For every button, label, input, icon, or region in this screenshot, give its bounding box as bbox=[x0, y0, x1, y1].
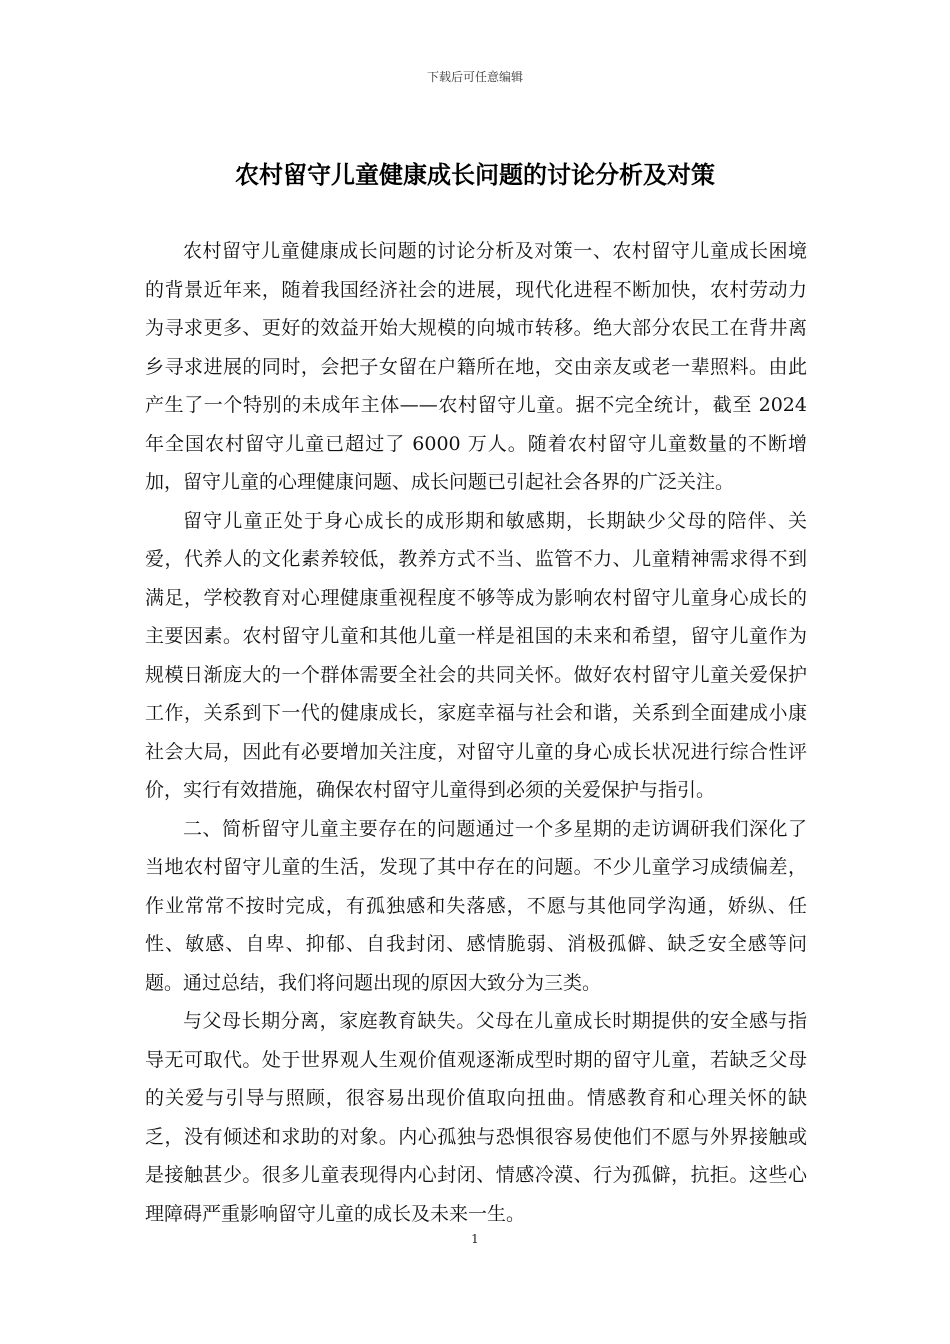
document-title: 农村留守儿童健康成长问题的讨论分析及对策 bbox=[235, 161, 715, 189]
paragraph-1: 农村留守儿童健康成长问题的讨论分析及对策一、农村留守儿童成长困境的背景近年来，随着我国经济社会的进展，现代化进程不断加快，农村劳动力为寻求更多、更好的效益开始大规模的向城市转移。绝大部分农民工在背井离乡寻求进展的同时，会把子女留在户籍所在地，交由亲友或老一辈照料。由此产生了一个特别的未成年主体——农村留守儿童。据不完全统计，截至 2024 年全国农村留守儿童已超过了 6000 万人。随着农村留守儿童数量的不断增加，留守儿童的心理健康问题、成长问题已引起社会各界的广泛关注。 bbox=[145, 240, 807, 493]
paragraph-3: 二、简析留守儿童主要存在的问题通过一个多星期的走访调研我们深化了当地农村留守儿童的生活，发现了其中存在的问题。不少儿童学习成绩偏差，作业常常不按时完成，有孤独感和失落感，不愿与其他同学沟通，娇纵、任性、敏感、自卑、抑郁、自我封闭、感情脆弱、消极孤僻、缺乏安全感等问题。通过总结，我们将问题出现的原因大致分为三类。 bbox=[145, 817, 807, 994]
paragraph-2: 留守儿童正处于身心成长的成形期和敏感期，长期缺少父母的陪伴、关爱，代养人的文化素养较低，教养方式不当、监管不力、儿童精神需求得不到满足，学校教育对心理健康重视程度不够等成为影响农村留守儿童身心成长的主要因素。农村留守儿童和其他儿童一样是祖国的未来和希望，留守儿童作为规模日渐庞大的一个群体需要全社会的共同关怀。做好农村留守儿童关爱保护工作，关系到下一代的健康成长，家庭幸福与社会和谐，关系到全面建成小康社会大局，因此有必要增加关注度，对留守儿童的身心成长状况进行综合性评价，实行有效措施，确保农村留守儿童得到必须的关爱保护与指引。 bbox=[145, 509, 807, 801]
header-note: 下载后可任意编辑 bbox=[426, 70, 523, 84]
paragraph-4: 与父母长期分离，家庭教育缺失。父母在儿童成长时期提供的安全感与指导无可取代。处于世界观人生观价值观逐渐成型时期的留守儿童，若缺乏父母的关爱与引导与照顾，很容易出现价值取向扭曲。情感教育和心理关怀的缺乏，没有倾述和求助的对象。内心孤独与恐惧很容易使他们不愿与外界接触或是接触甚少。很多儿童表现得内心封闭、情感冷漠、行为孤僻，抗拒。这些心理障碍严重影响留守儿童的成长及未来一生。 bbox=[145, 1010, 807, 1225]
document-body bbox=[145, 232, 807, 1233]
page-number: 1 bbox=[471, 1232, 479, 1246]
